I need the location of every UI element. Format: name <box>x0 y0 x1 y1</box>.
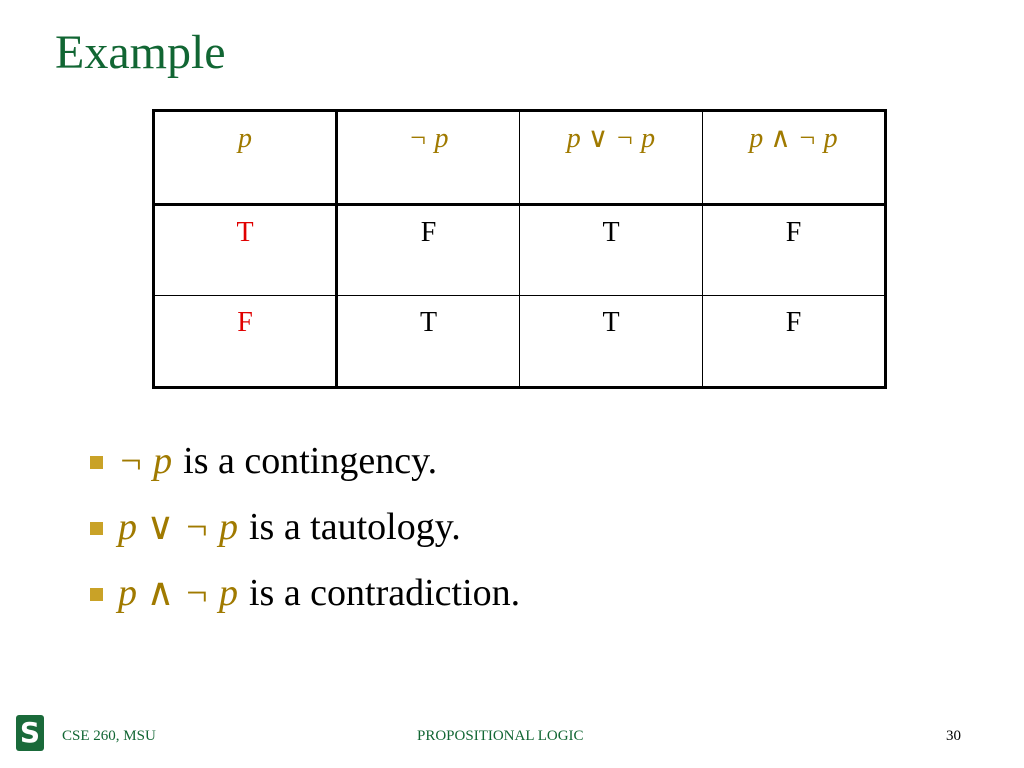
bullet-text: is a contingency. <box>183 440 438 482</box>
footer-topic: PROPOSITIONAL LOGIC <box>417 728 584 744</box>
header-cell: p ∨ ¬ p <box>520 111 703 205</box>
table-row <box>154 204 886 296</box>
page-number: 30 <box>946 728 961 744</box>
table-header-row <box>154 111 886 205</box>
bullet-expression: p ∧ ¬ p <box>118 572 238 614</box>
truth-table <box>152 109 887 389</box>
bullet-list <box>90 428 520 626</box>
slide-title: Example <box>55 26 226 79</box>
bullet-expression: p ∨ ¬ p <box>118 506 238 548</box>
bullet-text: is a contradiction. <box>248 572 521 614</box>
table-cell: F <box>154 296 337 388</box>
msu-logo-icon: S <box>16 715 44 751</box>
table-cell: F <box>703 296 886 388</box>
list-item <box>90 560 520 626</box>
square-bullet-icon <box>90 522 103 535</box>
table-cell: F <box>703 204 886 296</box>
header-cell: p ∧ ¬ p <box>703 111 886 205</box>
table-cell: T <box>154 204 337 296</box>
table-cell: T <box>520 296 703 388</box>
bullet-text: is a tautology. <box>248 506 461 548</box>
list-item <box>90 428 520 494</box>
table-cell: T <box>520 204 703 296</box>
table-cell: F <box>337 204 520 296</box>
bullet-expression: ¬ p <box>118 440 173 482</box>
square-bullet-icon <box>90 588 103 601</box>
footer-course: CSE 260, MSU <box>62 728 156 744</box>
header-cell: p <box>154 111 337 205</box>
table-row <box>154 296 886 388</box>
list-item <box>90 494 520 560</box>
square-bullet-icon <box>90 456 103 469</box>
header-cell: ¬ p <box>337 111 520 205</box>
table-cell: T <box>337 296 520 388</box>
